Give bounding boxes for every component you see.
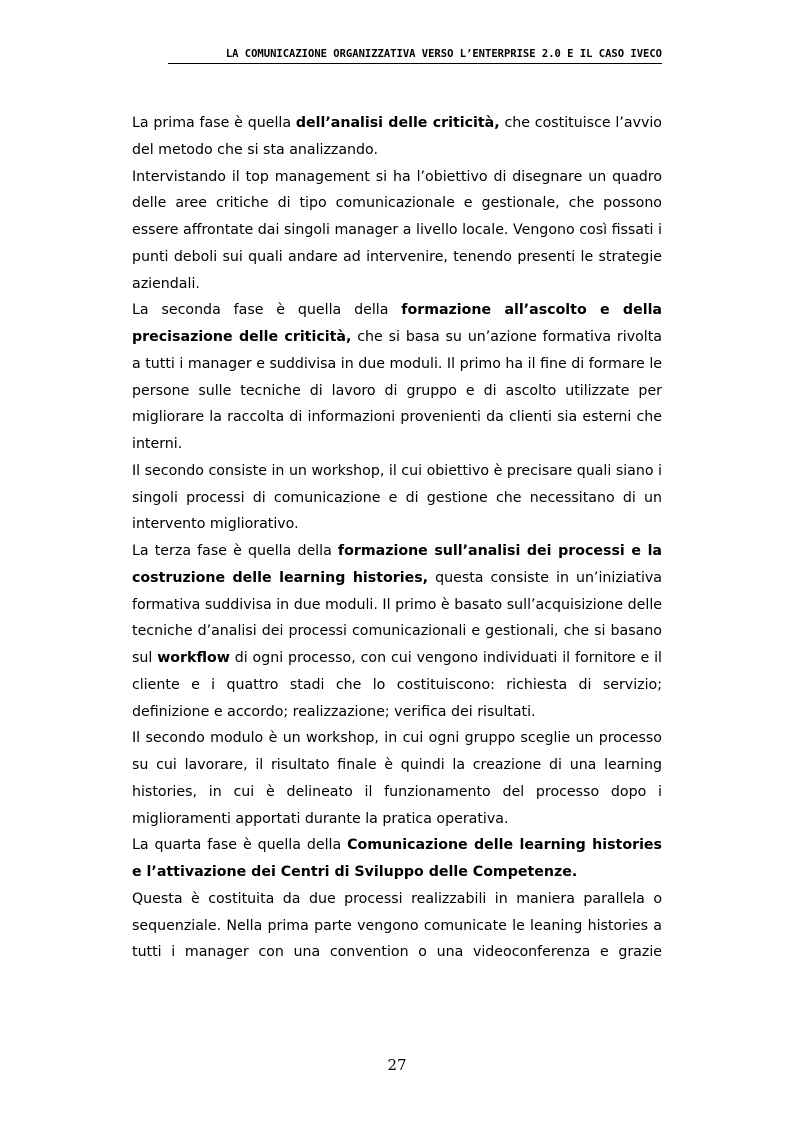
paragraph-interviews: Intervistando il top management si ha l’obiettivo di disegnare un quadro delle aree critiche di tipo comunicazionale e gestionale, che possono essere affrontate dai singoli manager a livello locale. Vengono così fissati i punti deboli sui quali andare ad intervenire, tenendo presenti le strategie aziendali. xyxy=(132,168,662,292)
paragraph-second-phase xyxy=(132,297,662,458)
header-rule xyxy=(168,63,662,64)
paragraph-text: questa consiste in un’iniziativa formativa suddivisa in due moduli. Il primo è basato sull’acquisizione delle tecniche d’analisi dei processi comunicazionali e gestionali, che si basano sul xyxy=(132,569,662,666)
bold-phrase: Comunicazione delle learning histories e l’attivazione dei Centri di Sviluppo delle Competenze. xyxy=(132,837,663,880)
paragraph-parallel-processes: Questa è costituita da due processi realizzabili in maniera parallela o sequenziale. Nella prima parte vengono comunicate le leaning histories a tutti i manager con una convention o una videoconferenza e grazie xyxy=(132,890,662,961)
paragraph-text: che costituisce l’avvio del metodo che si sta analizzando. xyxy=(132,115,662,158)
bold-phrase: formazione sull’analisi dei processi e la costruzione delle learning histories, xyxy=(132,543,663,586)
bold-phrase: dell’analisi delle criticità, xyxy=(295,115,500,131)
paragraph-first-phase xyxy=(132,110,662,164)
paragraph-text: La quarta fase è quella della xyxy=(132,837,348,854)
paragraph-text: La seconda fase è quella della xyxy=(132,302,402,319)
paragraph-workshop: Il secondo consiste in un workshop, il cui obiettivo è precisare quali siano i singoli processi di comunicazione e di gestione che necessitano di un intervento migliorativo. xyxy=(132,462,662,533)
paragraph-text: La terza fase è quella della xyxy=(132,543,338,559)
body-text xyxy=(132,110,662,966)
paragraph-text: La prima fase è quella xyxy=(132,115,296,131)
paragraph-third-phase xyxy=(132,538,662,725)
paragraph-second-module: Il secondo modulo è un workshop, in cui ogni gruppo sceglie un processo su cui lavorare, il risultato finale è quindi la creazione di una learning histories, in cui è delineato il funzionamento del processo dopo i miglioramenti apportati durante la pratica operativa. xyxy=(132,730,662,827)
paragraph-fourth-phase xyxy=(132,832,662,886)
bold-phrase: workflow xyxy=(157,650,230,666)
running-header: LA COMUNICAZIONE ORGANIZZATIVA VERSO L’ENTERPRISE 2.0 E IL CASO IVECO xyxy=(225,48,662,60)
bold-phrase: formazione all’ascolto e della precisazione delle criticità, xyxy=(132,302,663,345)
paragraph-text: di ogni processo, con cui vengono individuati il fornitore e il cliente e i quattro stadi che lo costituiscono: richiesta di servizio; definizione e accordo; realizzazione; verifica dei risultati. xyxy=(132,650,662,720)
paragraph-text: che si basa su un’azione formativa rivolta a tutti i manager e suddivisa in due moduli. Il primo ha il fine di formare le persone sulle tecniche di lavoro di gruppo e di ascolto utilizzate per migliorare la raccolta di informazioni provenienti da clienti sia esterni che interni. xyxy=(132,329,662,452)
page-number: 27 xyxy=(387,1056,407,1074)
